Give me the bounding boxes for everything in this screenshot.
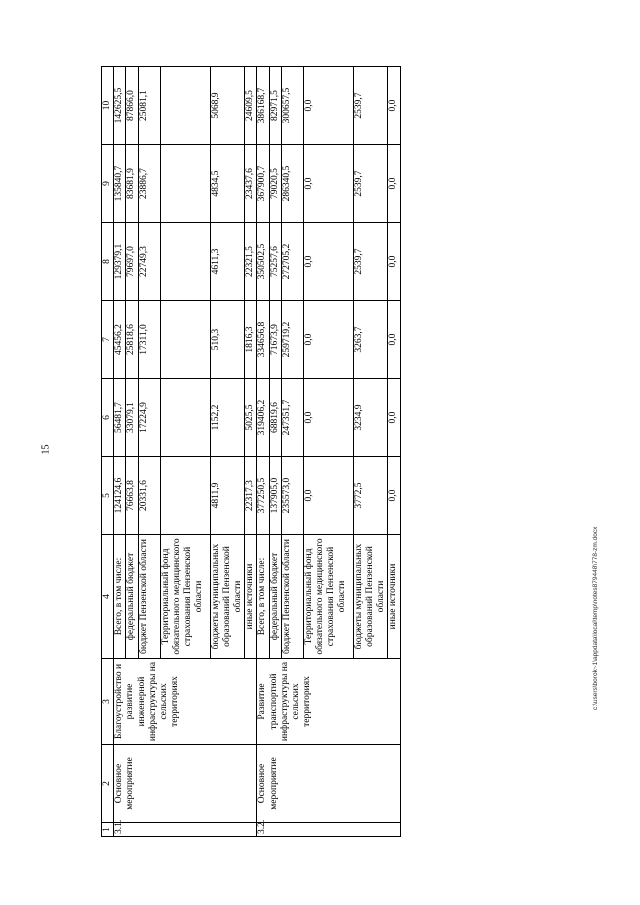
value-cell: 3263,7 bbox=[353, 301, 388, 379]
value-cell: 87866,0 bbox=[126, 67, 138, 145]
value-cell: 5068,9 bbox=[210, 67, 245, 145]
value-cell: 0,0 bbox=[303, 67, 353, 145]
value-cell: 0,0 bbox=[388, 301, 400, 379]
value-cell: 0,0 bbox=[388, 457, 400, 535]
value-cell: 56481,7 bbox=[114, 379, 126, 457]
value-cell: 377250,5 bbox=[257, 457, 269, 535]
row-number-cell: 3.1. bbox=[114, 823, 257, 837]
value-cell: 0,0 bbox=[303, 457, 353, 535]
table-body bbox=[114, 67, 400, 837]
value-cell: 23886,7 bbox=[138, 145, 160, 223]
footer-file-path: c:\users\borok~1\appdata\local\temp\notes879448\778-zm.docx bbox=[592, 526, 599, 710]
value-cell: 137905,0 bbox=[269, 457, 281, 535]
table-row bbox=[257, 67, 269, 837]
value-cell: 4834,5 bbox=[210, 145, 245, 223]
value-cell: 367900,7 bbox=[257, 145, 269, 223]
value-cell: 259719,2 bbox=[281, 301, 303, 379]
value-cell: 45456,2 bbox=[114, 301, 126, 379]
value-cell bbox=[160, 379, 210, 457]
value-cell: 4611,3 bbox=[210, 223, 245, 301]
column-number-3: 3 bbox=[102, 659, 114, 745]
value-cell: 75257,6 bbox=[269, 223, 281, 301]
value-cell: 334656,8 bbox=[257, 301, 269, 379]
value-cell: 4811,9 bbox=[210, 457, 245, 535]
value-cell: 33079,1 bbox=[126, 379, 138, 457]
funding-source-cell: иные источники bbox=[388, 535, 400, 659]
measure-type-cell: Основное мероприятие bbox=[257, 745, 400, 823]
measure-name-cell: Развитие транспортной инфраструктуры на сельских территориях bbox=[257, 659, 400, 745]
column-number-9: 9 bbox=[102, 145, 114, 223]
value-cell: 20331,6 bbox=[138, 457, 160, 535]
funding-source-cell: федеральный бюджет bbox=[269, 535, 281, 659]
value-cell: 235573,0 bbox=[281, 457, 303, 535]
value-cell: 0,0 bbox=[303, 379, 353, 457]
value-cell: 135840,7 bbox=[114, 145, 126, 223]
value-cell: 25818,6 bbox=[126, 301, 138, 379]
funding-source-cell: Территориальный фонд обязательного медицинского страхования Пензенской области bbox=[303, 535, 353, 659]
page-number: 15 bbox=[40, 444, 52, 455]
column-number-2: 2 bbox=[102, 745, 114, 823]
value-cell: 17224,9 bbox=[138, 379, 160, 457]
value-cell: 319406,2 bbox=[257, 379, 269, 457]
value-cell: 0,0 bbox=[388, 67, 400, 145]
row-number-cell: 3.2. bbox=[257, 823, 400, 837]
value-cell: 2539,7 bbox=[353, 67, 388, 145]
measure-name-cell: Благоустройство и развитие инженерной инфраструктуры на сельских территориях bbox=[114, 659, 257, 745]
funding-source-cell: федеральный бюджет bbox=[126, 535, 138, 659]
value-cell bbox=[160, 145, 210, 223]
value-cell: 68819,6 bbox=[269, 379, 281, 457]
value-cell: 2539,7 bbox=[353, 145, 388, 223]
value-cell: 0,0 bbox=[388, 145, 400, 223]
value-cell: 0,0 bbox=[303, 301, 353, 379]
column-number-8: 8 bbox=[102, 223, 114, 301]
table-rotation-frame bbox=[101, 67, 463, 837]
value-cell: 76663,8 bbox=[126, 457, 138, 535]
value-cell: 2539,7 bbox=[353, 223, 388, 301]
value-cell: 1152,2 bbox=[210, 379, 245, 457]
value-cell: 79020,5 bbox=[269, 145, 281, 223]
value-cell: 1816,3 bbox=[245, 301, 257, 379]
value-cell: 3772,5 bbox=[353, 457, 388, 535]
value-cell: 0,0 bbox=[303, 223, 353, 301]
value-cell: 23437,6 bbox=[245, 145, 257, 223]
value-cell: 25081,1 bbox=[138, 67, 160, 145]
column-number-10: 10 bbox=[102, 67, 114, 145]
value-cell: 24609,5 bbox=[245, 67, 257, 145]
value-cell: 386168,7 bbox=[257, 67, 269, 145]
column-number-1: 1 bbox=[102, 823, 114, 837]
value-cell: 22321,5 bbox=[245, 223, 257, 301]
value-cell: 83681,9 bbox=[126, 145, 138, 223]
value-cell: 129379,1 bbox=[114, 223, 126, 301]
value-cell: 142625,5 bbox=[114, 67, 126, 145]
column-number-7: 7 bbox=[102, 301, 114, 379]
value-cell: 247351,7 bbox=[281, 379, 303, 457]
funding-source-cell: бюджет Пензенской области bbox=[281, 535, 303, 659]
column-number-6: 6 bbox=[102, 379, 114, 457]
funding-source-cell: бюджет Пензенской области bbox=[138, 535, 160, 659]
funding-source-cell: Всего, в том числе: bbox=[114, 535, 126, 659]
value-cell: 272705,2 bbox=[281, 223, 303, 301]
value-cell: 0,0 bbox=[303, 145, 353, 223]
rotated-page-content bbox=[101, 67, 463, 837]
value-cell: 5025,5 bbox=[245, 379, 257, 457]
value-cell: 300657,5 bbox=[281, 67, 303, 145]
funding-source-cell: Всего, в том числе: bbox=[257, 535, 269, 659]
value-cell bbox=[160, 223, 210, 301]
value-cell: 0,0 bbox=[388, 223, 400, 301]
value-cell: 350502,5 bbox=[257, 223, 269, 301]
value-cell: 71673,9 bbox=[269, 301, 281, 379]
value-cell: 22317,3 bbox=[245, 457, 257, 535]
value-cell: 510,3 bbox=[210, 301, 245, 379]
value-cell: 124124,6 bbox=[114, 457, 126, 535]
value-cell: 22749,3 bbox=[138, 223, 160, 301]
measure-type-cell: Основное мероприятие bbox=[114, 745, 257, 823]
value-cell bbox=[160, 67, 210, 145]
column-number-4: 4 bbox=[102, 535, 114, 659]
funding-source-cell: иные источники bbox=[245, 535, 257, 659]
column-number-5: 5 bbox=[102, 457, 114, 535]
value-cell: 0,0 bbox=[388, 379, 400, 457]
column-number-row bbox=[102, 67, 114, 837]
value-cell: 3234,9 bbox=[353, 379, 388, 457]
table-row bbox=[114, 67, 126, 837]
value-cell bbox=[160, 301, 210, 379]
value-cell: 17311,0 bbox=[138, 301, 160, 379]
funding-table bbox=[101, 66, 401, 837]
value-cell: 79697,0 bbox=[126, 223, 138, 301]
funding-source-cell: бюджеты муниципальных образований Пензенской области bbox=[210, 535, 245, 659]
value-cell: 82971,5 bbox=[269, 67, 281, 145]
value-cell bbox=[160, 457, 210, 535]
funding-source-cell: бюджеты муниципальных образований Пензенской области bbox=[353, 535, 388, 659]
funding-source-cell: Территориальный фонд обязательного медицинского страхования Пензенской области bbox=[160, 535, 210, 659]
value-cell: 286340,5 bbox=[281, 145, 303, 223]
